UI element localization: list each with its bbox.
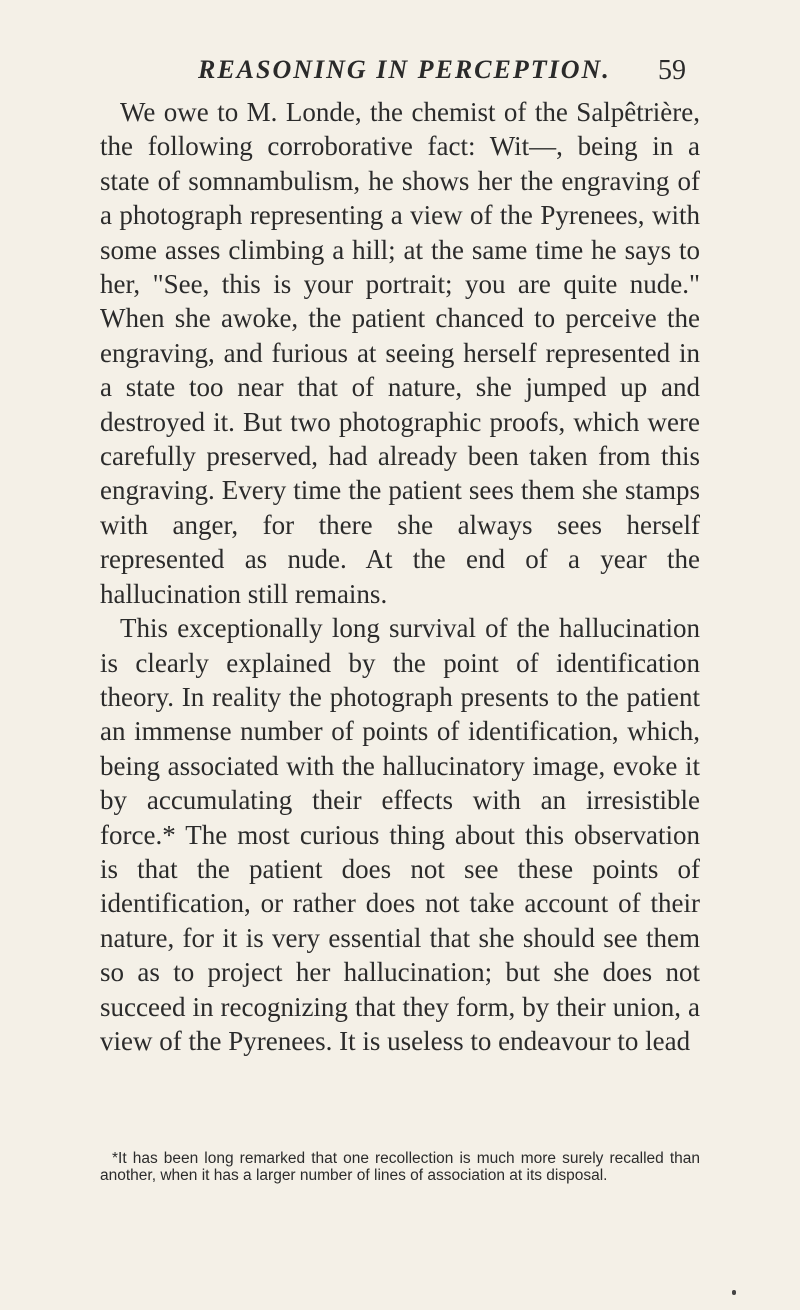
page-header [198, 55, 698, 95]
running-title: REASONING IN PERCEPTION. [198, 55, 611, 84]
paragraph: We owe to M. Londe, the chemist of the Salpêtrière, the following corroborative fact: Wit—, being in a state of somnambulism, he shows her the engraving of a photograph representing a view of the Pyrenees, with some asses climbing a hill; at the same time he says to her, "See, this is your portrait; you are quite nude." When she awoke, the patient chanced to perceive the engraving, and furious at seeing herself represented in a state too near that of nature, she jumped up and destroyed it. But two photographic proofs, which were carefully preserved, had already been taken from this engraving. Every time the patient sees them she stamps with anger, for there she always sees herself represented as nude. At the end of a year the hallucination still remains. [100, 97, 700, 609]
page-number: 59 [658, 55, 686, 86]
footnote [100, 1150, 700, 1184]
footnote-text: *It has been long remarked that one recollection is much more surely recalled than another, when it has a larger number of lines of association at its disposal. [100, 1150, 700, 1184]
print-mark [732, 1290, 736, 1295]
body-text [100, 95, 700, 1058]
paragraph: This exceptionally long survival of the hallucination is clearly explained by the point of identification theory. In reality the photograph presents to the patient an immense number of points of identification, which, being associated with the hallucinatory image, evoke it by accumulating their effects with an irresistible force.* The most curious thing about this observation is that the patient does not see these points of identification, or rather does not take account of their nature, for it is very essential that she should see them so as to project her hallucination; but she does not succeed in recognizing that they form, by their union, a view of the Pyrenees. It is useless to endeavour to lead [100, 613, 700, 1056]
